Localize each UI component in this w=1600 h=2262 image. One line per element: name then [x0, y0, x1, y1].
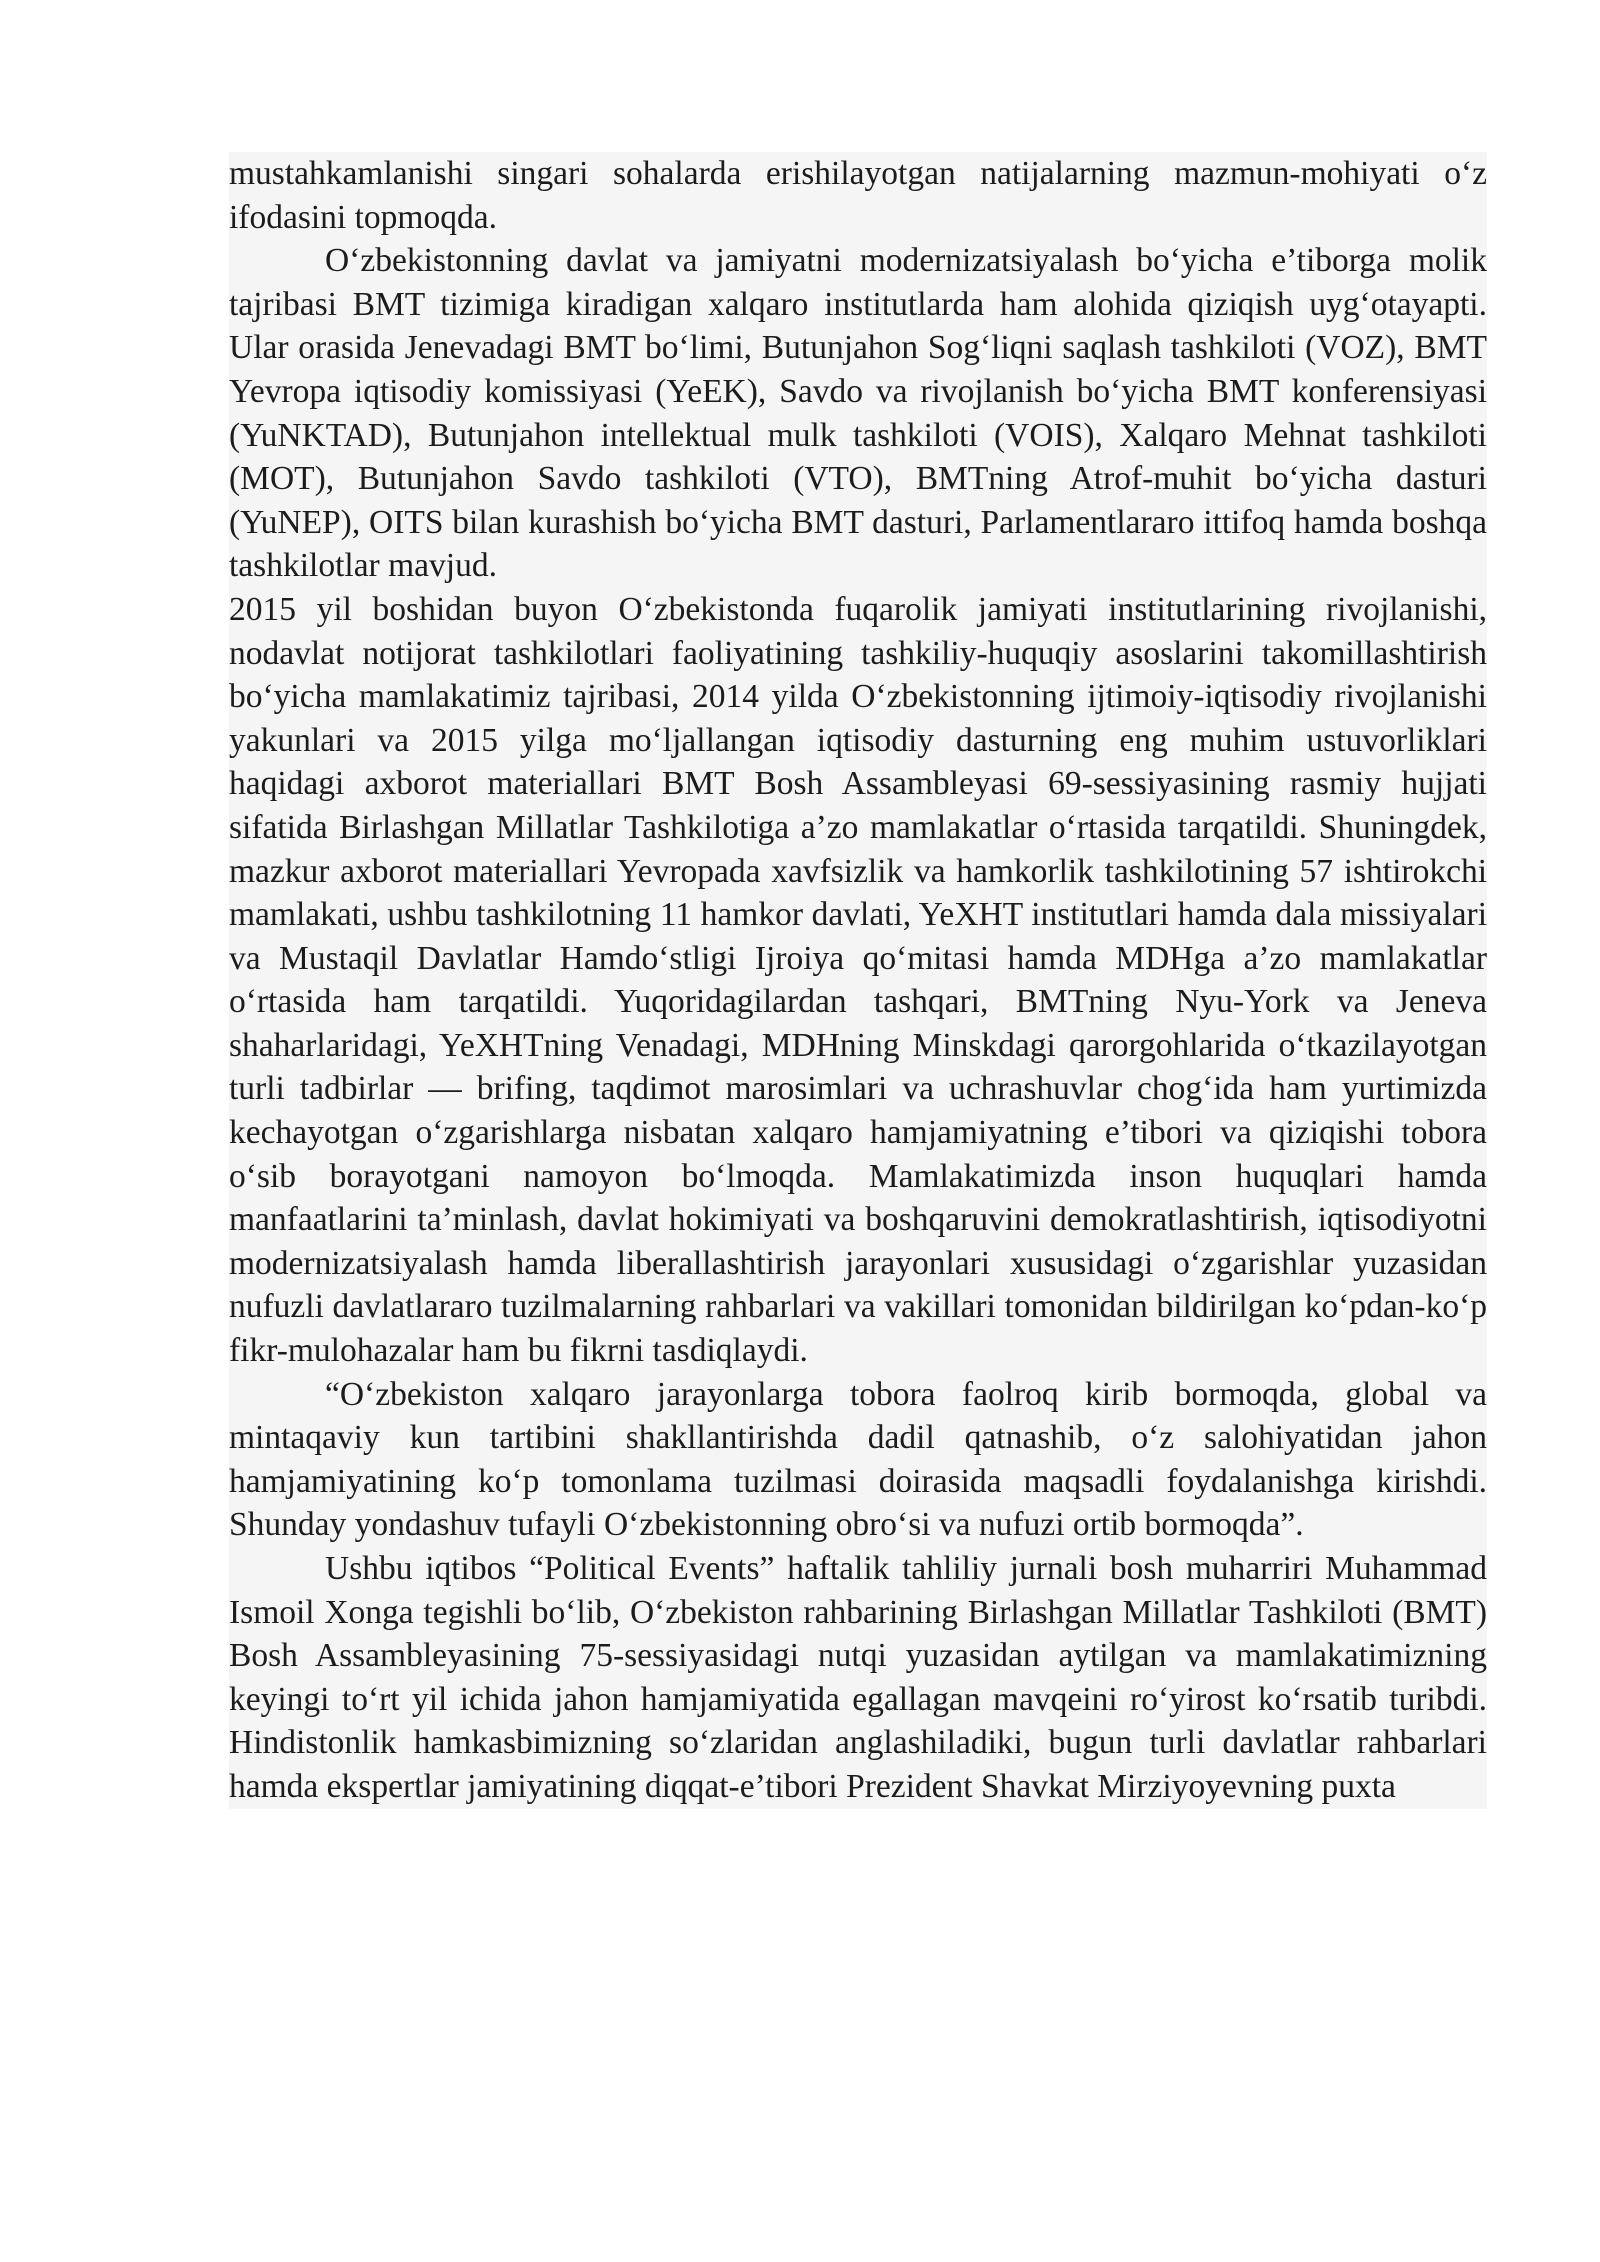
paragraph-2: O‘zbekistonning davlat va jamiyatni modernizatsiyalash bo‘yicha e’tiborga molik tajribasi BMT tizimiga kiradigan xalqaro institutlarda ham alohida qiziqish uyg‘otayapti. Ular orasida Jenevadagi BMT bo‘limi, Butunjahon Sog‘liqni saqlash tashkiloti (VOZ), BMT Yevropa iqtisodiy komissiyasi (YeEK), Savdo va rivojlanish bo‘yicha BMT konferensiyasi (YuNKTAD), Butunjahon intellektual mulk tashkiloti (VOIS), Xalqaro Mehnat tashkiloti (MOT), Butunjahon Savdo tashkiloti (VTO), BMTning Atrof-muhit bo‘yicha dasturi (YuNEP), OITS bilan kurashish bo‘yicha BMT dasturi, Parlamentlararo ittifoq hamda boshqa tashkilotlar mavjud.: [229, 239, 1487, 588]
paragraph-3: 2015 yil boshidan buyon O‘zbekistonda fuqarolik jamiyati institutlarining rivojlanishi, nodavlat notijorat tashkilotlari faoliyatining tashkiliy-huquqiy asoslarini takomillashtirish bo‘yicha mamlakatimiz tajribasi, 2014 yilda O‘zbekistonning ijtimoiy-iqtisodiy rivojlanishi yakunlari va 2015 yilga mo‘ljallangan iqtisodiy dasturning eng muhim ustuvorliklari haqidagi axborot materiallari BMT Bosh Assambleyasi 69-sessiyasining rasmiy hujjati sifatida Birlashgan Millatlar Tashkilotiga a’zo mamlakatlar o‘rtasida tarqatildi. Shuningdek, mazkur axborot materiallari Yevropada xavfsizlik va hamkorlik tashkilotining 57 ishtirokchi mamlakati, ushbu tashkilotning 11 hamkor davlati, YeXHT institutlari hamda dala missiyalari va Mustaqil Davlatlar Hamdo‘stligi Ijroiya qo‘mitasi hamda MDHga a’zo mamlakatlar o‘rtasida ham tarqatildi. Yuqoridagilardan tashqari, BMTning Nyu-York va Jeneva shaharlaridagi, YeXHTning Venadagi, MDHning Minskdagi qarorgohlarida o‘tkazilayotgan turli tadbirlar — brifing, taqdimot marosimlari va uchrashuvlar chog‘ida ham yurtimizda kechayotgan o‘zgarishlarga nisbatan xalqaro hamjamiyatning e’tibori va qiziqishi tobora o‘sib borayotgani namoyon bo‘lmoqda. Mamlakatimizda inson huquqlari hamda manfaatlarini ta’minlash, davlat hokimiyati va boshqaruvini demokratlashtirish, iqtisodiyotni modernizatsiyalash hamda liberallashtirish jarayonlari xususidagi o‘zgarishlar yuzasidan nufuzli davlatlararo tuzilmalarning rahbarlari va vakillari tomonidan bildirilgan ko‘pdan-ko‘p fikr-mulohazalar ham bu fikrni tasdiqlaydi.: [229, 588, 1487, 1373]
paragraph-5: Ushbu iqtibos “Political Events” haftalik tahliliy jurnali bosh muharriri Muhammad Ismoil Xonga tegishli bo‘lib, O‘zbekiston rahbarining Birlashgan Millatlar Tashkiloti (BMT) Bosh Assambleyasining 75-sessiyasidagi nutqi yuzasidan aytilgan va mamlakatimizning keyingi to‘rt yil ichida jahon hamjamiyatida egallagan mavqeini ro‘yirost ko‘rsatib turibdi. Hindistonlik hamkasbimizning so‘zlaridan anglashiladiki, bugun turli davlatlar rahbarlari hamda ekspertlar jamiyatining diqqat-e’tibori Prezident Shavkat Mirziyoyevning puxta: [229, 1547, 1487, 1809]
paragraph-1: mustahkamlanishi singari sohalarda erishilayotgan natijalarning mazmun-mohiyati o‘z ifodasini topmoqda.: [229, 152, 1487, 239]
paragraph-4-quote: “O‘zbekiston xalqaro jarayonlarga tobora faolroq kirib bormoqda, global va mintaqaviy kun tartibini shakllantirishda dadil qatnashib, o‘z salohiyatidan jahon hamjamiyatining ko‘p tomonlama tuzilmasi doirasida maqsadli foydalanishga kirishdi. Shunday yondashuv tufayli O‘zbekistonning obro‘si va nufuzi ortib bormoqda”.: [229, 1373, 1487, 1547]
document-page: [229, 152, 1487, 1809]
